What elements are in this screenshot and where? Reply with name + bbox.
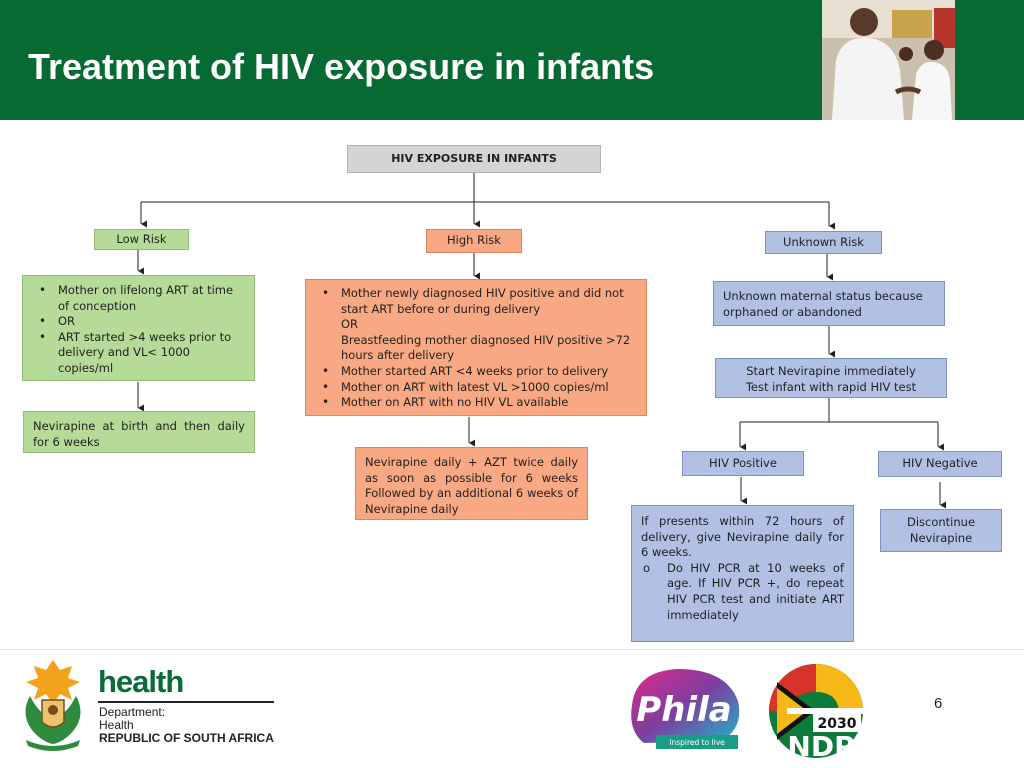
phila-logo [626,665,744,761]
hiv-negative-action-box [880,509,1002,552]
sub-bullet: o [643,560,651,575]
low-risk-label: Low Risk [94,229,189,250]
low-risk-criterion: • Mother on lifelong ART at time of conception [32,283,245,314]
high-risk-criterion-body: Breastfeeding mother diagnosed HIV positive >72 hours after delivery [341,332,631,363]
low-risk-criterion: • ART started >4 weeks prior to delivery and VL< 1000 copies/ml [32,330,245,377]
slide-title: Treatment of HIV exposure in infants [28,46,655,87]
high-risk-or [315,317,637,333]
phila-text: Phila [636,690,732,730]
high-risk-criterion: • Mother on ART with latest VL >1000 copies/ml [315,380,637,396]
department-name: Health [99,718,134,732]
hiv-negative-line: Nevirapine [909,530,973,545]
or-text: OR [58,314,76,329]
ndp-2030-logo [763,662,869,764]
high-risk-action-box: Nevirapine daily + AZT twice daily as soon as possible for 6 weeks Followed by an additional 6 weeks of Nevirapine daily [355,447,588,520]
high-risk-criterion-text [315,333,637,364]
hiv-positive-text: If presents within 72 hours of delivery, give Nevirapine daily for 6 weeks. [641,514,844,560]
coat-of-arms-logo [16,656,90,752]
high-risk-criterion: • Mother on ART with no HIV VL available [315,395,637,411]
high-risk-criteria-box [305,279,647,416]
hiv-positive-subitem [641,561,844,623]
hiv-positive-subtext: Do HIV PCR at 10 weeks of age. If HIV PCR +, do repeat HIV PCR test and initiate ART immediately [667,560,844,622]
ndp-year: 2030 [817,716,857,732]
or-text: OR [341,317,359,332]
ndp-text: NDP [787,730,855,760]
footer-divider [0,649,1024,650]
ndp-logo-graphic [763,662,869,760]
low-risk-or [32,314,245,330]
hiv-positive-label: HIV Positive [682,451,804,476]
high-risk-criterion: • Mother started ART <4 weeks prior to delivery [315,364,637,380]
hiv-negative-label: HIV Negative [878,451,1002,477]
page-number: 6 [934,695,943,712]
republic-label: REPUBLIC OF SOUTH AFRICA [99,731,274,745]
hiv-negative-line: Discontinue [906,515,976,529]
low-risk-action-box: Nevirapine at birth and then daily for 6 weeks [23,411,255,453]
department-label: Department: [99,705,166,719]
hiv-positive-action-box [631,505,854,642]
root-box: HIV EXPOSURE IN INFANTS [347,145,601,173]
unknown-action-line: Test infant with rapid HIV test [745,379,917,394]
high-risk-label: High Risk [426,229,522,253]
unknown-action-line: Start Nevirapine immediately [746,364,916,378]
unknown-status-box: Unknown maternal status because orphaned or abandoned [713,281,945,326]
health-wordmark: health [98,664,184,699]
low-risk-criteria-box [22,275,255,381]
high-risk-criterion: • Mother newly diagnosed HIV positive and did not start ART before or during delivery [315,286,637,317]
unknown-risk-label: Unknown Risk [765,231,882,254]
health-rule [98,701,274,703]
phila-logo-graphic [626,665,744,757]
unknown-action-box [715,358,947,398]
phila-tagline: Inspired to live [669,738,725,747]
